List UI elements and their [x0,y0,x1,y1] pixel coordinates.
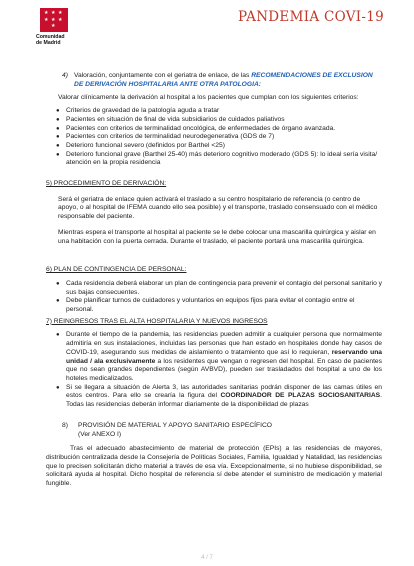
header-title: PANDEMIA COVI-19 [238,9,385,25]
list-item: ● Pacientes con criterios de terminalidad neurodegenerativa (GDS de 7) [56,133,275,141]
section-8-subheading: (Ver ANEXO I) [78,430,122,438]
section-5-heading: 5) PROCEDIMIENTO DE DERIVACIÓN: [46,180,167,188]
section-8-paragraph: Tras el adecuado abastecimiento de material de protección (EPIs) a las residencias de mayores, distribución centralizada desde la Consejería de Políticas Sociales, Familia, Igualdad y Natalidad, las residencias que lo precisen solicitarán dicho material a través de esa vía. Excepcionalmente, si no hubiese disponibilidad, se solicitará ayuda al hospital. Dicho hospital de referencia sí debe atender el suministro de medicación y material fungible. [46,445,382,488]
list-item: ● Pacientes con criterios de terminalidad oncológica, de enfermedades de órgano avanzada. [56,124,336,132]
list-item: ● Cada residencia deberá elaborar un plan de contingencia para prevenir el contagio del personal sanitario y sus bajas consecuentes. [56,279,383,296]
list-item: ● Deterioro funcional grave (Barthel 25-40) más deterioro cognitivo moderado (GDS 5): lo ideal sería visita/ atención en la propia residencia [56,150,378,167]
section-5-paragraph: Será el geriatra de enlace quien activará el traslado a su centro hospitalario de referencia (o centro de apoyo, o al hospital de IFEMA cuando ello sea posible) y el transporte, traslado consensuado con el médico responsable del paciente. [58,195,378,221]
item-4 [50,72,382,89]
page-number: 4 / 7 [201,555,213,561]
list-item: ● Si se llegara a situación de Alerta 3, las autoridades sanitarias podrán disponer de las camas útiles en estos centros. Para ello se crearía la figura del COORDINADOR DE PLAZAS SOCIOSANITARIAS. Todas las residencias deberán informar diariamente de la disponibilidad de plazas [56,383,382,409]
item-number: 4) [62,72,68,79]
section-6-list [46,280,382,315]
comunidad-de-madrid-logo [34,8,74,46]
bullet-icon: ● [56,298,60,305]
recommendations-highlight: RECOMENDACIONES DE EXCLUSION DE DERIVACIÓN HOSPITALARIA ANTE OTRA PATOLOGIA: [74,72,373,88]
criteria-intro: Valorar clínicamente la derivación al hospital a los pacientes que cumplan con los siguientes criterios: [58,94,359,102]
list-item: ● Deterioro funcional severo (definidos por Barthel <25) [56,141,225,149]
bullet-icon: ● [56,134,60,141]
list-item: ● Durante el tiempo de la pandemia, las residencias pueden admitir a cualquier persona que normalmente admitiría en sus instalaciones, incluidas las personas que han estado en hospitales donde hay casos de COVID-19, asegurando sus medidas de aislamiento o tratamiento que así lo requieran, reservando una unidad / ala exclusivamente a los residentes que vengan o regresen del hospital. En caso de pacientes que no sean grandes dependientes (según AVBVD), pueden ser trasladados del hospital a uno de los hoteles medicalizados. [56,331,382,382]
list-item: ● Pacientes en situación de final de vida subsidiarios de cuidados paliativos [56,115,285,123]
bullet-icon: ● [56,151,60,158]
bullet-icon: ● [56,332,60,339]
logo-text [36,34,74,46]
bold-text: COORDINADOR DE PLAZAS SOCIOSANITARIAS [220,392,381,400]
bold-text: reservando una unidad / ala exclusivamente [66,348,382,365]
item-4-text: Valoración, conjuntamente con el geriatra de enlace, de las [74,72,252,79]
bullet-icon: ● [56,125,60,132]
bullet-icon: ● [56,280,60,287]
bullet-icon: ● [56,116,60,123]
list-item: ● Debe planificar turnos de cuidadores y voluntarios en equipos fijos para evitar el contagio entre el personal. [56,297,355,314]
section-7-list [46,331,382,409]
criteria-list [46,107,382,168]
document-body [46,72,382,489]
logo-line: Comunidad [36,34,65,40]
madrid-flag-icon: ★ ★ ★ ★ ★ ★ ★ [40,8,68,32]
bullet-icon: ● [56,384,60,391]
list-item: ● Criterios de gravedad de la patología aguda a tratar [56,107,220,115]
bullet-icon: ● [56,142,60,149]
section-number: 8) [62,421,68,429]
bullet-icon: ● [56,108,60,115]
section-5-paragraph: Mientras espera el transporte al hospital al paciente se le debe colocar una mascarilla quirúrgica y aislar en una habitación con la puerta cerrada. Durante el traslado, el paciente portará una mascarilla quirúrgica. [58,228,376,245]
section-6-heading: 6) PLAN DE CONTINGENCIA DE PERSONAL: [46,266,187,274]
section-7-heading: 7) REINGRESOS TRAS EL ALTA HOSPITALARIA Y NUEVOS INGRESOS [46,317,268,325]
section-8-heading: 8) PROVISIÓN DE MATERIAL Y APOYO SANITARIO ESPECÍFICO [62,421,272,429]
logo-line: de Madrid [36,40,61,46]
